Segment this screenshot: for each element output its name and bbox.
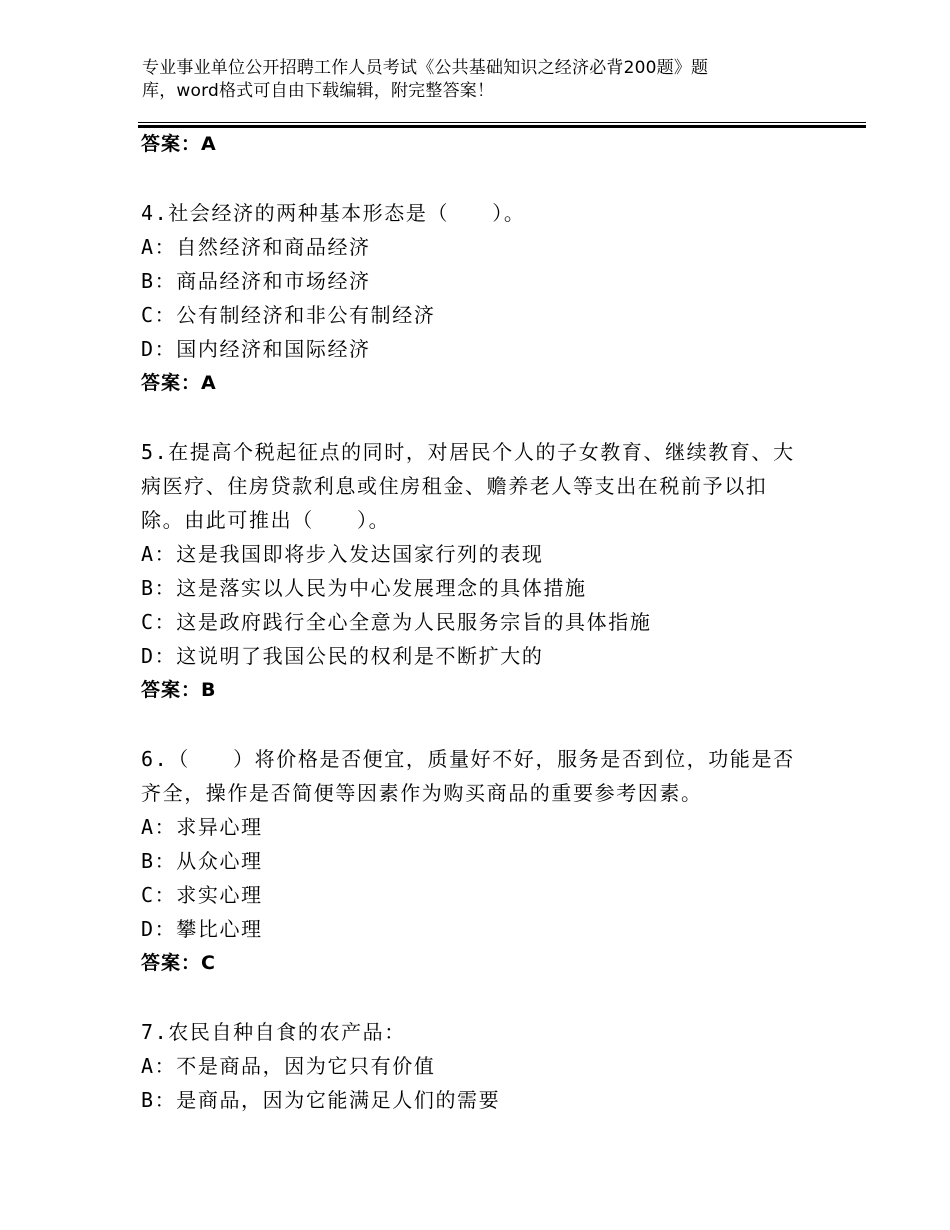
- q5-stem-line-1: 5.在提高个税起征点的同时，对居民个人的子女教育、继续教育、大: [141, 440, 795, 464]
- q5-answer: 答案：B: [141, 679, 217, 701]
- document-header: [142, 57, 782, 103]
- header-title-line-2: 库，word格式可自由下载编辑，附完整答案！: [142, 81, 495, 101]
- q4-option-b: B：商品经济和市场经济: [141, 269, 371, 293]
- q6-option-c: C：求实心理: [141, 883, 263, 907]
- q4-option-a: A：自然经济和商品经济: [141, 235, 371, 259]
- q6-stem-line-1: 6.（ ）将价格是否便宜，质量好不好，服务是否到位，功能是否: [141, 747, 795, 771]
- q6-stem-line-2: 齐全，操作是否简便等因素作为购买商品的重要参考因素。: [141, 781, 703, 805]
- q5-option-c: C：这是政府践行全心全意为人民服务宗旨的具体指施: [141, 610, 652, 634]
- q6-answer: 答案：C: [141, 952, 216, 974]
- header-divider-thin: [138, 122, 866, 123]
- q5-stem-line-2: 病医疗、住房贷款利息或住房租金、赡养老人等支出在税前予以扣: [141, 474, 768, 498]
- q7-option-b: B：是商品，因为它能满足人们的需要: [141, 1088, 501, 1112]
- q6-option-a: A：求异心理: [141, 815, 263, 839]
- q5-option-d: D：这说明了我国公民的权利是不断扩大的: [141, 644, 544, 668]
- header-title-line-1: 专业事业单位公开招聘工作人员考试《公共基础知识之经济必背200题》题: [142, 58, 709, 78]
- q5-stem-line-3: 除。由此可推出（ ）。: [141, 508, 391, 532]
- q6-option-d: D：攀比心理: [141, 917, 263, 941]
- q5-option-b: B：这是落实以人民为中心发展理念的具体措施: [141, 576, 587, 600]
- q3-answer: 答案：A: [141, 133, 217, 155]
- q4-option-c: C：公有制经济和非公有制经济: [141, 303, 436, 327]
- q5-option-a: A：这是我国即将步入发达国家行列的表现: [141, 542, 544, 566]
- q4-answer: 答案：A: [141, 372, 217, 394]
- q4-option-d: D：国内经济和国际经济: [141, 337, 371, 361]
- header-divider-thick: [138, 125, 866, 128]
- q7-stem: 7.农民自种自食的农产品：: [141, 1020, 406, 1044]
- q6-option-b: B：从众心理: [141, 849, 263, 873]
- q7-option-a: A：不是商品，因为它只有价值: [141, 1054, 436, 1078]
- q4-stem: 4.社会经济的两种基本形态是（ ）。: [141, 201, 526, 225]
